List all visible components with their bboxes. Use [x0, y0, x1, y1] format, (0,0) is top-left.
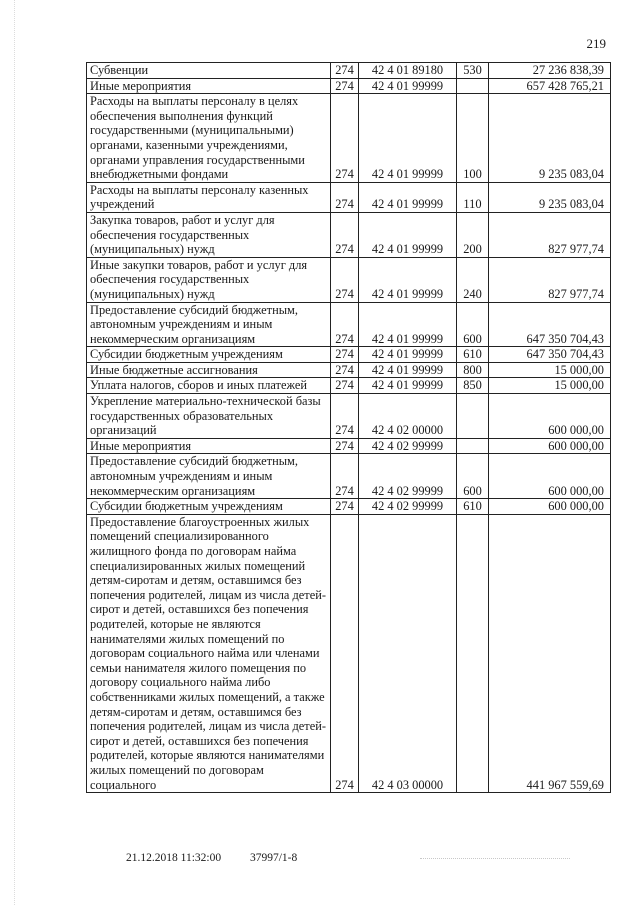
- row-csr: 42 4 01 99999: [359, 302, 457, 347]
- row-name: Иные бюджетные ассигнования: [87, 362, 331, 378]
- row-sum: 600 000,00: [489, 394, 611, 439]
- row-ved: 274: [331, 347, 359, 363]
- row-ved: 274: [331, 212, 359, 257]
- row-vr: [457, 78, 489, 94]
- row-csr: 42 4 01 99999: [359, 182, 457, 212]
- table-row: [87, 257, 611, 302]
- row-sum: 15 000,00: [489, 362, 611, 378]
- row-ved: 274: [331, 302, 359, 347]
- row-name: Расходы на выплаты персоналу казенных учреждений: [87, 182, 331, 212]
- row-sum: 15 000,00: [489, 378, 611, 394]
- table-row: [87, 347, 611, 363]
- row-csr: 42 4 01 99999: [359, 257, 457, 302]
- row-name: Предоставление субсидий бюджетным, автономным учреждениям и иным некоммерческим организациям: [87, 302, 331, 347]
- table-row: [87, 78, 611, 94]
- page-number: 219: [586, 36, 606, 51]
- table-row: [87, 499, 611, 515]
- row-vr: [457, 438, 489, 454]
- row-sum: 600 000,00: [489, 438, 611, 454]
- row-sum: 827 977,74: [489, 212, 611, 257]
- row-sum: 647 350 704,43: [489, 302, 611, 347]
- row-name: Иные закупки товаров, работ и услуг для обеспечения государственных (муниципальных) нужд: [87, 257, 331, 302]
- row-sum: 441 967 559,69: [489, 514, 611, 792]
- table-row: [87, 514, 611, 792]
- row-csr: 42 4 02 99999: [359, 438, 457, 454]
- row-ved: 274: [331, 78, 359, 94]
- row-ved: 274: [331, 63, 359, 79]
- row-name: Расходы на выплаты персоналу в целях обеспечения выполнения функций государственными (муниципальными) органами, казенными учреждениями, органами управления государственными внебюджетными фондами: [87, 94, 331, 183]
- row-vr: 110: [457, 182, 489, 212]
- row-csr: 42 4 02 00000: [359, 394, 457, 439]
- row-name: Закупка товаров, работ и услуг для обеспечения государственных (муниципальных) нужд: [87, 212, 331, 257]
- row-csr: 42 4 01 99999: [359, 347, 457, 363]
- row-vr: 610: [457, 347, 489, 363]
- budget-table: [86, 62, 611, 793]
- row-vr: 530: [457, 63, 489, 79]
- row-ved: 274: [331, 94, 359, 183]
- row-vr: 610: [457, 499, 489, 515]
- row-ved: 274: [331, 438, 359, 454]
- table-row: [87, 394, 611, 439]
- table-row: [87, 454, 611, 499]
- row-sum: 600 000,00: [489, 454, 611, 499]
- row-name: Иные мероприятия: [87, 78, 331, 94]
- scan-artifact: [420, 858, 570, 860]
- row-name: Субсидии бюджетным учреждениям: [87, 499, 331, 515]
- row-sum: 9 235 083,04: [489, 94, 611, 183]
- row-name: Укрепление материально-технической базы государственных образовательных организаций: [87, 394, 331, 439]
- row-ved: 274: [331, 362, 359, 378]
- table-row: [87, 94, 611, 183]
- row-sum: 647 350 704,43: [489, 347, 611, 363]
- row-vr: 100: [457, 94, 489, 183]
- row-ved: 274: [331, 514, 359, 792]
- row-vr: 240: [457, 257, 489, 302]
- row-ved: 274: [331, 499, 359, 515]
- row-vr: 600: [457, 302, 489, 347]
- table-row: [87, 378, 611, 394]
- footer-datetime: 21.12.2018 11:32:00: [126, 852, 222, 864]
- page-edge-shadow: [14, 0, 16, 905]
- row-vr: [457, 514, 489, 792]
- row-ved: 274: [331, 394, 359, 439]
- row-csr: 42 4 02 99999: [359, 499, 457, 515]
- row-name: Предоставление субсидий бюджетным, автономным учреждениям и иным некоммерческим организациям: [87, 454, 331, 499]
- row-name: Иные мероприятия: [87, 438, 331, 454]
- footer-doc-id: 37997/1-8: [249, 852, 298, 864]
- table-row: [87, 212, 611, 257]
- row-ved: 274: [331, 257, 359, 302]
- row-csr: 42 4 01 99999: [359, 212, 457, 257]
- row-csr: 42 4 03 00000: [359, 514, 457, 792]
- row-ved: 274: [331, 454, 359, 499]
- row-csr: 42 4 01 89180: [359, 63, 457, 79]
- row-sum: 600 000,00: [489, 499, 611, 515]
- row-csr: 42 4 01 99999: [359, 362, 457, 378]
- row-sum: 27 236 838,39: [489, 63, 611, 79]
- row-sum: 827 977,74: [489, 257, 611, 302]
- row-vr: 200: [457, 212, 489, 257]
- row-vr: 800: [457, 362, 489, 378]
- row-csr: 42 4 02 99999: [359, 454, 457, 499]
- row-vr: 850: [457, 378, 489, 394]
- row-name: Предоставление благоустроенных жилых помещений специализированного жилищного фонда по договорам найма специализированных жилых помещений детям-сиротам и детям, оставшимся без попечения родителей, лицам из числа детей-сирот и детей, оставшихся без попечения родителей, которые не являются нанимателями жилых помещений по договорам социального найма или членами семьи нанимателя жилого помещения по договору социального найма либо собственниками жилых помещений, а также детям-сиротам и детям, оставшимся без попечения родителей, лицам из числа детей-сирот и детей, оставшихся без попечения родителей, которые являются нанимателями жилых помещений по договорам социального: [87, 514, 331, 792]
- row-name: Уплата налогов, сборов и иных платежей: [87, 378, 331, 394]
- row-csr: 42 4 01 99999: [359, 78, 457, 94]
- row-ved: 274: [331, 378, 359, 394]
- row-sum: 9 235 083,04: [489, 182, 611, 212]
- page-footer: [126, 852, 323, 864]
- row-csr: 42 4 01 99999: [359, 94, 457, 183]
- row-ved: 274: [331, 182, 359, 212]
- table-row: [87, 63, 611, 79]
- table-row: [87, 302, 611, 347]
- table-row: [87, 182, 611, 212]
- row-name: Субсидии бюджетным учреждениям: [87, 347, 331, 363]
- table-row: [87, 438, 611, 454]
- row-sum: 657 428 765,21: [489, 78, 611, 94]
- row-csr: 42 4 01 99999: [359, 378, 457, 394]
- table-row: [87, 362, 611, 378]
- row-vr: [457, 394, 489, 439]
- row-vr: 600: [457, 454, 489, 499]
- row-name: Субвенции: [87, 63, 331, 79]
